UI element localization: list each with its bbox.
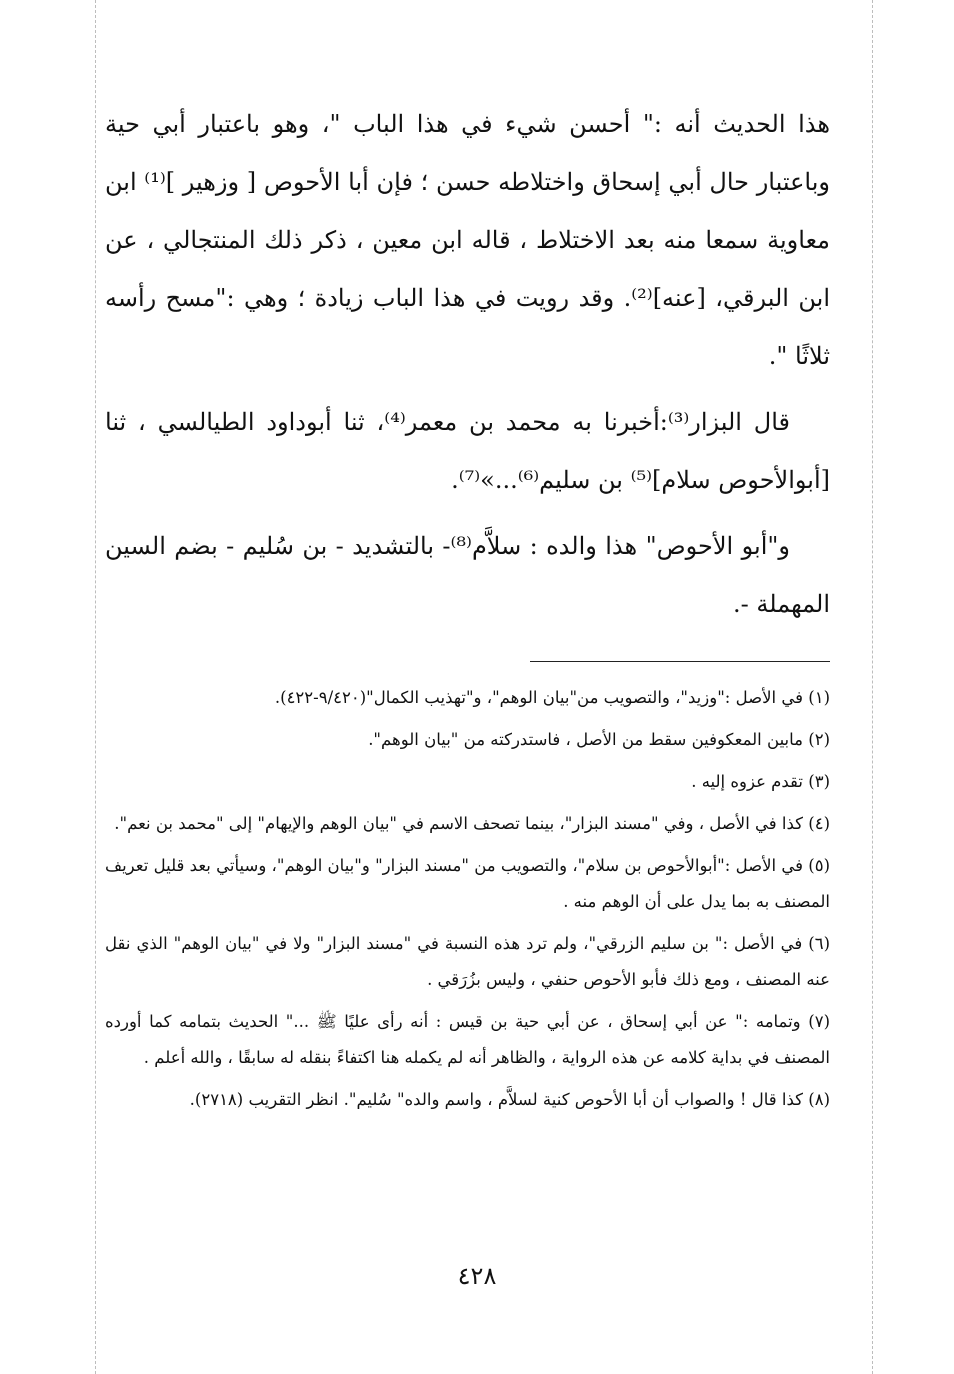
footnote-1: (١) في الأصل :"وزيد"، والتصويب من"بيان الوهم"، و"تهذيب الكمال"(٩/٤٢٠-٤٢٢). [274, 688, 830, 707]
footnote-4: (٤) كذا في الأصل ، وفي "مسند البزار"، بينما تصحف الاسم في "بيان الوهم والإيهام" إلى "محمد بن نعم". [114, 814, 830, 833]
footnote-8: (٨) كذا قال ! والصواب أن أبا الأحوص كنية لسلاَّم ، واسم والده" سُليم". انظر التقريب (٢٧١٨). [189, 1090, 830, 1109]
main-text [105, 95, 830, 633]
footnotes [105, 680, 830, 1118]
body-paragraph-3: و"أبو الأحوص" هذا والده : سلاَّم⁽⁸⁾- بالتشديد - بن سُليم - بضم السين المهملة -. [105, 532, 830, 618]
frame-guide-left [95, 0, 96, 1374]
body-paragraph-1: هذا الحديث أنه :" أحسن شيء في هذا الباب "، وهو باعتبار أبي حية وباعتبار حال أبي إسحاق واختلاطه حسن ؛ فإن أبا الأحوص [ وزهير ]⁽¹⁾ ابن معاوية سمعا منه بعد الاختلاط ، قاله ابن معين ، ذكر ذلك المنتجالي ، عن ابن البرقي، [عنه]⁽²⁾. وقد رويت في هذا الباب زيادة ؛ وهي :"مسح رأسه ثلاثًا ". [105, 110, 831, 370]
footnote-3: (٣) تقدم عزوه إليه . [691, 772, 830, 791]
footnote-5: (٥) في الأصل :"أبوالأحوص بن سلام"، والتصويب من "مسند البزار" و"بيان الوهم"، وسيأتي بعد قليل تعريف المصنف به بما يدل على أن الوهم منه . [105, 856, 830, 911]
frame-guide-right [872, 0, 873, 1374]
document-page [105, 95, 830, 1124]
footnote-separator [530, 661, 830, 662]
footnote-6: (٦) في الأصل :" بن سليم الزرقي"، ولم ترد هذه النسبة في "مسند البزار" ولا في "بيان الوهم" الذي نقل عنه المصنف ، ومع ذلك فأبو الأحوص حنفي ، وليس بزُرَقي . [105, 934, 830, 989]
page-number: ٤٢٨ [457, 1262, 497, 1290]
footnote-2: (٢) مابين المعكوفين سقط من الأصل ، فاستدركته من "بيان الوهم". [368, 730, 830, 749]
body-paragraph-2: قال البزار⁽³⁾:أخبرنا به محمد بن معمر⁽⁴⁾، ثنا أبوداود الطيالسي ، ثنا [أبوالأحوص سلام]⁽⁵⁾ بن سليم⁽⁶⁾...»⁽⁷⁾. [105, 408, 830, 494]
footnote-7: (٧) وتمامه :" عن أبي إسحاق ، عن أبي حية بن قيس : أنه رأى عليًا ﷺ ..." الحديث بتمامه كما أورده المصنف في بداية كلامه عن هذه الرواية ، والظاهر أنه لم يكمله هنا اكتفاءً بنقله له سابقًا ، والله أعلم . [105, 1012, 830, 1067]
